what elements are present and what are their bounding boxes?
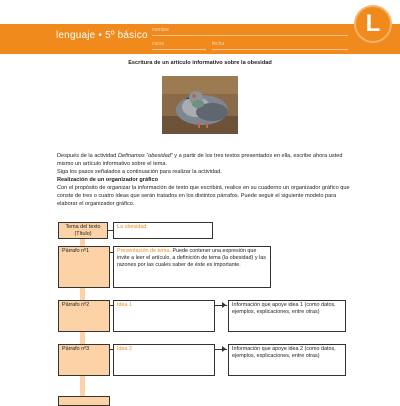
topic-label-box: Tema del texto (Título): [58, 222, 108, 239]
intro-paragraph-3: Con el propósito de organizar la información de texto que escribirá, realice en su cuaderno un organizador gráfico que conste de tres o cuatro ideas que serán tratados en los distintos párrafos. Puede seguir el siguiente modelo para elaborar el organizador gráfico.: [57, 185, 350, 207]
paragraph-1-title: Presentación de tema.: [117, 248, 171, 254]
intro-1-activity: Definamos “obesidad”: [117, 153, 173, 159]
topic-value-box: La obesidad: [113, 222, 213, 239]
intro-1-end: y a partir de los tres textos presentados en ella, escribe ahora usted mismo un artículo informativo sobre el tema.: [57, 153, 343, 167]
subject-logo: [356, 7, 390, 41]
paragraph-4-box: [58, 396, 110, 406]
idea-2-arrow-head: [222, 346, 226, 352]
intro-subheading: [57, 176, 357, 184]
pigeon-photo: [162, 76, 238, 134]
paragraph-2-box: Párrafo nº2: [58, 300, 110, 332]
paragraph-1-body: Puede contener una expresión que invite a leer el artículo, a definición de tema (la obesidad) y las razones por las cuales saber de éste es importante.: [117, 248, 266, 268]
idea-1-support-box: Información que apoye idea 1 (como datos, ejemplos, explicaciones, entre otras): [228, 300, 346, 332]
intro-subheading-text: Realización de un organizador gráfico: [57, 177, 159, 183]
paragraph-3-box: Párrafo nº3: [58, 344, 110, 376]
logo-letter: L: [365, 10, 381, 37]
name-label: nombre: [152, 27, 169, 33]
name-line: [152, 35, 348, 36]
intro-paragraph-2: Siga los pasos señalados a continuación para realizar la actividad.: [57, 169, 222, 175]
page-title: lenguaje • 5º básico: [56, 30, 148, 41]
paragraph-3-idea-box: Idea 2: [113, 344, 215, 376]
course-line: [152, 49, 206, 50]
intro-1-start: Después de la actividad: [57, 153, 118, 159]
paragraph-1-box: Párrafo nº1: [58, 246, 110, 288]
idea-1-arrow-head: [222, 302, 226, 308]
course-label: curso: [152, 41, 165, 47]
intro-paragraph-1: [57, 152, 357, 168]
document-heading: Escritura de un artículo informativo sobre la obesidad: [128, 60, 272, 66]
idea-2-support-box: Información que apoye idea 2 (como datos, ejemplos, explicaciones, entre otras): [228, 344, 346, 376]
date-line: [212, 49, 348, 50]
paragraph-2-idea-box: Idea 1: [113, 300, 215, 332]
paragraph-1-content-box: [113, 246, 271, 288]
date-label: fecha: [212, 41, 225, 47]
